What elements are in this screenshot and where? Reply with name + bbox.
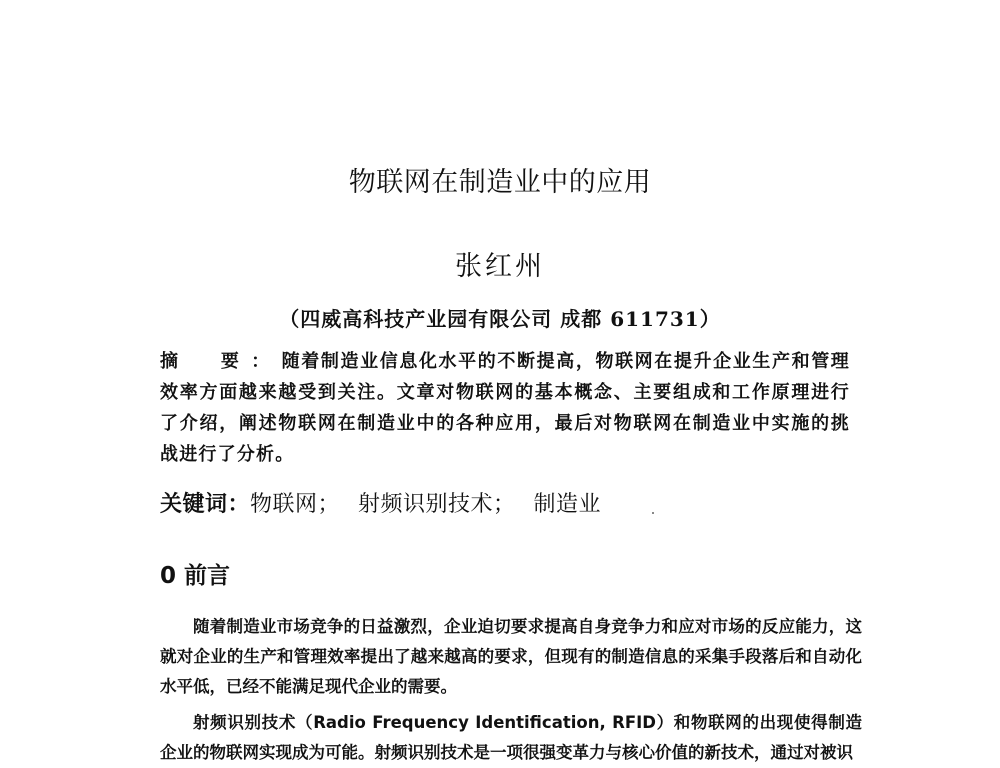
keywords <box>160 487 860 518</box>
keyword-item: 制造业 <box>533 492 602 517</box>
scan-speck <box>652 512 654 514</box>
keyword-item: 物联网； <box>250 492 341 517</box>
body-paragraph: 射频识别技术（Radio Frequency Identification, RFID）和物联网的出现使得制造企业的物联网实现成为可能。射频识别技术是一项很强变革力与核心价值的新技术，通过对被识 <box>160 713 862 762</box>
keywords-label: 关键词： <box>160 492 251 517</box>
abstract-label: 摘 要： <box>160 351 282 372</box>
abstract-text: 随着制造业信息化水平的不断提高，物联网在提升企业生产和管理效率方面越来越受到关注。文章对物联网的基本概念、主要组成和工作原理进行了介绍，阐述物联网在制造业中的各种应用，最后对物联网在制造业中实施的挑战进行了分析。 <box>160 351 851 465</box>
keyword-item: 射频识别技术； <box>358 492 516 517</box>
paper-title: 物联网在制造业中的应用 <box>348 167 652 198</box>
author-affiliation: （四威高科技产业园有限公司 成都 611731） <box>279 307 721 331</box>
section-body <box>160 612 862 768</box>
section-heading: 0 前言 <box>160 563 231 589</box>
body-paragraph: 随着制造业市场竞争的日益激烈，企业迫切要求提高自身竞争力和应对市场的反应能力，这就对企业的生产和管理效率提出了越来越高的要求，但现有的制造信息的采集手段落后和自动化水平低，已经不能满足现代企业的需要。 <box>160 617 862 696</box>
paper-author: 张红州 <box>455 251 545 282</box>
abstract <box>160 346 850 470</box>
